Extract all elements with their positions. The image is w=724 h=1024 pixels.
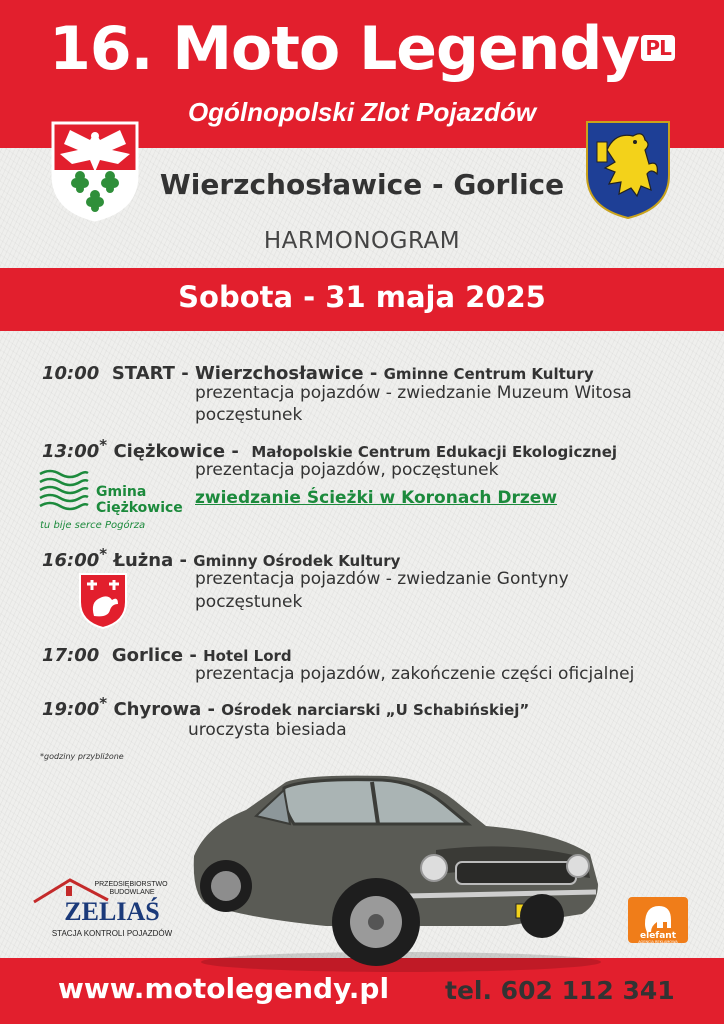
zelias-name-text: ZELIAŚ <box>64 897 160 926</box>
event-detail: prezentacja pojazdów - zwiedzanie Gontyny <box>195 569 569 589</box>
event-detail: prezentacja pojazdów, poczęstunek <box>195 460 499 480</box>
schedule-item-2 <box>42 436 617 462</box>
event-separator: - <box>225 441 252 462</box>
zelias-tagline-text: PRZEDSIĘBIORSTWO <box>94 881 168 888</box>
event-place: Chyrowa <box>113 699 202 720</box>
event-place: Łużna <box>113 550 174 571</box>
gmina-slogan: tu bije serce Pogórza <box>40 520 146 531</box>
schedule-item-3 <box>42 545 400 571</box>
pl-badge: PL <box>641 35 674 61</box>
time-asterisk: * <box>99 545 108 563</box>
event-place: Gorlice <box>111 645 184 666</box>
schedule-item-1 <box>42 358 594 384</box>
event-time: 10:00 <box>42 363 100 384</box>
event-venue: Gminne Centrum Kultury <box>383 365 594 383</box>
luzna-crest-icon <box>78 572 128 630</box>
event-title-text: 16. Moto Legendy <box>49 14 640 84</box>
gmina-name <box>96 484 183 516</box>
event-venue: Gminny Ośrodek Kultury <box>193 552 401 570</box>
elefant-name-text: elefant <box>640 931 676 941</box>
zelias-logo-icon <box>30 878 195 940</box>
route-heading: Wierzchosławice - Gorlice <box>159 168 565 201</box>
schedule-item-5 <box>42 694 529 720</box>
svg-text:PRZEDSIĘBIORSTWO BUDOWLANE <box>94 881 169 896</box>
gmina-name-line2: Ciężkowice <box>96 500 183 516</box>
event-time: 16:00 <box>42 550 100 571</box>
event-separator: - <box>173 550 194 571</box>
event-separator: - <box>201 699 222 720</box>
event-detail: prezentacja pojazdów, zakończenie części oficjalnej <box>195 664 635 684</box>
event-detail: poczęstunek <box>195 405 303 425</box>
zelias-subtitle-text: STACJA KONTROLI POJAZDÓW <box>51 929 173 938</box>
zelias-tagline-text-2: BUDOWLANE <box>109 889 155 896</box>
gmina-name-line1: Gmina <box>96 484 147 500</box>
schedule-heading: HARMONOGRAM <box>263 228 461 254</box>
event-time: 19:00 <box>42 699 100 720</box>
event-separator: - <box>363 363 384 384</box>
schedule-item-4 <box>42 640 292 666</box>
event-date: Sobota - 31 maja 2025 <box>178 280 546 314</box>
event-venue: Ośrodek narciarski „U Schabińskiej” <box>221 701 530 719</box>
event-time: 13:00 <box>42 441 100 462</box>
event-detail: prezentacja pojazdów - zwiedzanie Muzeum Witosa <box>195 383 632 403</box>
event-subtitle: Ogólnopolski Zlot Pojazdów <box>187 97 537 127</box>
event-title <box>0 14 724 84</box>
event-detail: uroczysta biesiada <box>188 720 347 740</box>
elefant-subtitle-text: AGENCJA REKLAMOWA <box>638 940 678 944</box>
event-place: Ciężkowice <box>113 441 226 462</box>
website-link[interactable]: www.motolegendy.pl <box>58 972 390 1005</box>
elefant-logo-icon <box>627 896 689 944</box>
classic-car-illustration <box>186 766 606 976</box>
event-venue: Hotel Lord <box>203 647 292 665</box>
event-detail: poczęstunek <box>195 592 303 612</box>
event-venue: Małopolskie Centrum Edukacji Ekologicznej <box>251 443 618 461</box>
event-place: START - Wierzchosławice <box>111 363 364 384</box>
phone-number[interactable]: tel. 602 112 341 <box>445 976 675 1005</box>
time-asterisk: * <box>99 436 108 454</box>
time-asterisk: * <box>99 694 108 712</box>
event-time: 17:00 <box>42 645 100 666</box>
approximate-times-note: *godziny przybliżone <box>40 752 124 761</box>
tree-crown-path-link[interactable]: zwiedzanie Ścieżki w Koronach Drzew <box>195 488 558 508</box>
event-separator: - <box>183 645 204 666</box>
